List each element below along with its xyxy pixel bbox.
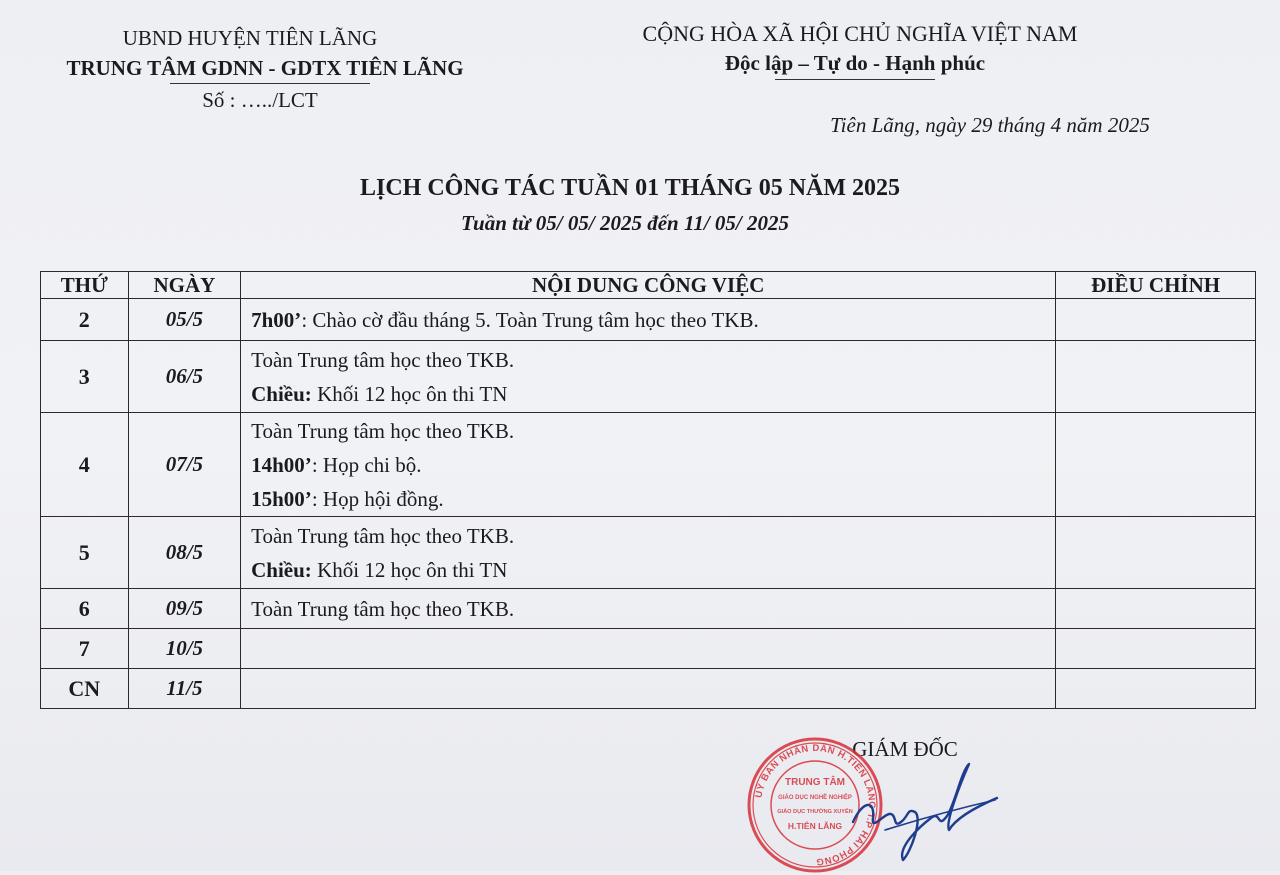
table-row (41, 669, 1256, 709)
cell-noi-dung (241, 517, 1056, 589)
cell-thu: 4 (41, 413, 129, 517)
cell-dieu-chinh (1056, 589, 1256, 629)
header-dieu-chinh: ĐIỀU CHỈNH (1056, 272, 1256, 299)
cell-dieu-chinh (1056, 341, 1256, 413)
content-line-text: Toàn Trung tâm học theo TKB. (251, 596, 515, 621)
cell-noi-dung (241, 341, 1056, 413)
content-line (251, 377, 1055, 411)
cell-ngay: 07/5 (128, 413, 241, 517)
seal-line-1: TRUNG TÂM (785, 777, 845, 788)
content-line-text: Toàn Trung tâm học theo TKB. (251, 347, 515, 372)
doc-number: Số : …../LCT (202, 88, 318, 112)
cell-noi-dung (241, 413, 1056, 517)
cell-thu: 2 (41, 299, 129, 341)
content-line (251, 553, 1055, 587)
header-ngay: NGÀY (128, 272, 241, 299)
content-line (251, 414, 1055, 448)
header-thu: THỨ (41, 272, 129, 299)
content-line-label: 14h00’ (251, 452, 312, 477)
table-row (41, 629, 1256, 669)
cell-dieu-chinh (1056, 299, 1256, 341)
cell-ngay: 05/5 (128, 299, 241, 341)
content-line (251, 343, 1055, 377)
schedule-body (41, 299, 1256, 709)
motto-underline (775, 79, 935, 80)
nation-name: CỘNG HÒA XÃ HỘI CHỦ NGHĨA VIỆT NAM (642, 21, 1078, 46)
cell-ngay: 06/5 (128, 341, 241, 413)
header-noi-dung: NỘI DUNG CÔNG VIỆC (241, 272, 1056, 299)
content-line (251, 303, 1055, 337)
cell-noi-dung (241, 589, 1056, 629)
table-header-row (41, 272, 1256, 299)
content-line-label: 7h00’ (251, 307, 302, 332)
seal-line-2: GIÁO DỤC NGHỀ NGHIỆP (778, 795, 852, 801)
director-title: GIÁM ĐỐC (852, 737, 958, 761)
cell-thu: 3 (41, 341, 129, 413)
content-line (251, 519, 1055, 553)
content-line-label: Chiều: (251, 381, 312, 406)
cell-thu: CN (41, 669, 129, 709)
content-line (251, 482, 1055, 516)
schedule-table (40, 271, 1256, 709)
cell-thu: 5 (41, 517, 129, 589)
cell-noi-dung (241, 629, 1056, 669)
cell-thu: 7 (41, 629, 129, 669)
table-row (41, 517, 1256, 589)
cell-dieu-chinh (1056, 629, 1256, 669)
document-title: LỊCH CÔNG TÁC TUẦN 01 THÁNG 05 NĂM 2025 (359, 175, 901, 201)
cell-ngay: 08/5 (128, 517, 241, 589)
document-subtitle: Tuần từ 05/ 05/ 2025 đến 11/ 05/ 2025 (460, 211, 789, 235)
content-line-text: Toàn Trung tâm học theo TKB. (251, 418, 515, 443)
content-line-label: Chiều: (251, 557, 312, 582)
content-line (251, 448, 1055, 482)
table-row (41, 413, 1256, 517)
cell-noi-dung (241, 299, 1056, 341)
cell-ngay: 09/5 (128, 589, 241, 629)
seal-line-3: GIÁO DỤC THƯỜNG XUYÊN (777, 809, 853, 815)
content-line-text: : Chào cờ đầu tháng 5. Toàn Trung tâm học theo TKB. (301, 307, 759, 332)
content-line-label: 15h00’ (251, 486, 312, 511)
content-line-text: : Họp chi bộ. (311, 452, 422, 477)
content-line-text: : Họp hội đồng. (311, 486, 444, 511)
org-underline (170, 83, 370, 84)
date-place: Tiên Lãng, ngày 29 tháng 4 năm 2025 (830, 113, 1150, 137)
content-line-text: Khối 12 học ôn thi TN (311, 557, 508, 582)
cell-ngay: 10/5 (128, 629, 241, 669)
cell-dieu-chinh (1056, 669, 1256, 709)
cell-thu: 6 (41, 589, 129, 629)
cell-dieu-chinh (1056, 517, 1256, 589)
cell-dieu-chinh (1056, 413, 1256, 517)
content-line-text: Khối 12 học ôn thi TN (311, 381, 508, 406)
seal-line-4: H.TIÊN LÃNG (787, 821, 843, 831)
table-row (41, 589, 1256, 629)
org-parent: UBND HUYỆN TIÊN LÃNG (122, 26, 378, 50)
table-row (41, 341, 1256, 413)
cell-noi-dung (241, 669, 1056, 709)
seal-ring-text: UỶ BAN NHÂN DÂN H.TIÊN LÃNG T.P HẢI PHÒNG (753, 742, 878, 868)
director-signature-icon (845, 760, 1005, 865)
content-line-text: Toàn Trung tâm học theo TKB. (251, 523, 515, 548)
org-name: TRUNG TÂM GDNN - GDTX TIÊN LÃNG (66, 56, 464, 80)
cell-ngay: 11/5 (128, 669, 241, 709)
table-row (41, 299, 1256, 341)
national-motto: Độc lập – Tự do - Hạnh phúc (724, 51, 986, 75)
content-line (251, 592, 1055, 626)
